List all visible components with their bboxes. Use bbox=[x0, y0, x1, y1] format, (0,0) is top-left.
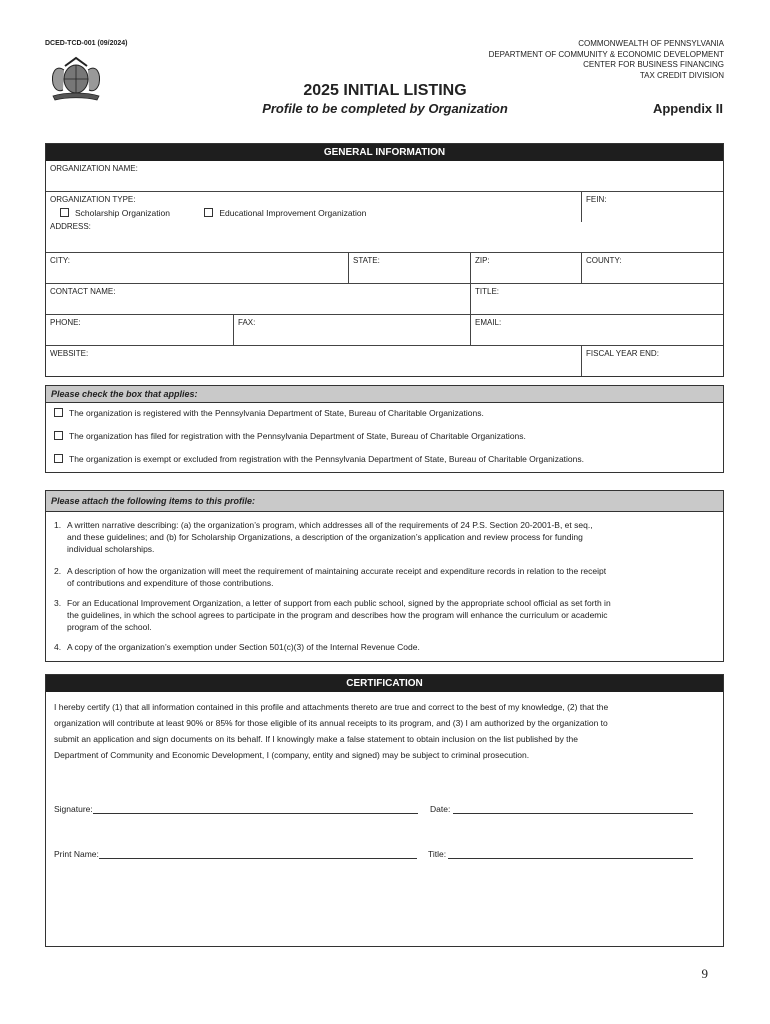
signature-line[interactable] bbox=[93, 803, 418, 814]
title-field[interactable] bbox=[470, 284, 723, 314]
item-line: individual scholarships. bbox=[67, 544, 155, 554]
item-number: 1. bbox=[54, 520, 62, 530]
title-sign-field[interactable] bbox=[428, 848, 693, 859]
registration-option bbox=[54, 431, 526, 441]
page-title: 2025 INITIAL LISTING bbox=[303, 82, 467, 99]
item-number: 3. bbox=[54, 598, 62, 608]
certification-heading: CERTIFICATION bbox=[46, 675, 723, 692]
registered-option-label: The organization is registered with the Pennsylvania Department of State, Bureau of Charitable Organizations. bbox=[69, 408, 484, 418]
item-line: of contributions and expenditure of those contributions. bbox=[67, 578, 274, 588]
item-line: the guidelines, in which the school agrees to participate in the program and describes how the program will enhance the curriculum or academic bbox=[67, 610, 608, 620]
page-number: 9 bbox=[701, 966, 708, 981]
agency-line: DEPARTMENT OF COMMUNITY & ECONOMIC DEVELOPMENT bbox=[488, 49, 724, 59]
fein-label: FEIN: bbox=[586, 195, 607, 204]
attachment-item bbox=[54, 565, 715, 589]
registration-check-heading: Please check the box that applies: bbox=[46, 386, 723, 403]
fiscal-year-end-label: FISCAL YEAR END: bbox=[586, 349, 659, 358]
title-sign-line[interactable] bbox=[448, 848, 693, 859]
county-field[interactable] bbox=[581, 253, 723, 283]
website-field[interactable] bbox=[46, 346, 581, 376]
date-line[interactable] bbox=[453, 803, 693, 814]
contact-row bbox=[46, 283, 723, 314]
agency-line: CENTER FOR BUSINESS FINANCING bbox=[583, 60, 724, 69]
form-id: DCED-TCD-001 (09/2024) bbox=[45, 40, 128, 47]
general-information-section bbox=[45, 143, 724, 377]
filed-checkbox[interactable] bbox=[54, 431, 63, 440]
registration-option bbox=[54, 454, 584, 464]
title-label: TITLE: bbox=[475, 287, 500, 296]
agency-line: COMMONWEALTH OF PENNSYLVANIA bbox=[578, 39, 724, 48]
website-label: WEBSITE: bbox=[50, 349, 89, 358]
city-field[interactable] bbox=[46, 253, 348, 283]
contact-name-label: CONTACT NAME: bbox=[50, 287, 116, 296]
educational-option-label: Educational Improvement Organization bbox=[219, 208, 367, 218]
address-label: ADDRESS: bbox=[50, 222, 91, 231]
item-line: program of the school. bbox=[67, 622, 152, 632]
state-field[interactable] bbox=[348, 253, 470, 283]
registration-check-section bbox=[45, 385, 724, 473]
zip-field[interactable] bbox=[470, 253, 581, 283]
print-name-line[interactable] bbox=[99, 848, 417, 859]
item-line: For an Educational Improvement Organization, a letter of support from each public school, signed by the appropriate school official as set forth in bbox=[67, 598, 611, 608]
scholarship-checkbox[interactable] bbox=[60, 208, 69, 217]
scholarship-option-label: Scholarship Organization bbox=[75, 208, 170, 218]
email-label: EMAIL: bbox=[475, 318, 502, 327]
item-line: and these guidelines; and (b) for Scholarship Organizations, a description of the organization’s application and review process for funding bbox=[67, 532, 583, 542]
fein-field[interactable] bbox=[581, 192, 723, 222]
state-label: STATE: bbox=[353, 256, 380, 265]
email-field[interactable] bbox=[470, 315, 723, 345]
item-line: A written narrative describing: (a) the organization’s program, which addresses all of the requirements of 24 P.S. Section 20-2001-B, et seq., bbox=[67, 520, 593, 530]
org-type-cell bbox=[46, 192, 581, 222]
registration-option bbox=[54, 408, 484, 418]
certification-section bbox=[45, 674, 724, 947]
page-subtitle: Profile to be completed by Organization bbox=[262, 101, 508, 116]
fiscal-year-end-field[interactable] bbox=[581, 346, 723, 376]
attachments-section bbox=[45, 490, 724, 662]
exempt-checkbox[interactable] bbox=[54, 454, 63, 463]
org-type-row bbox=[46, 191, 723, 222]
phone-row bbox=[46, 314, 723, 345]
cert-line: I hereby certify (1) that all information contained in this profile and attachments thereto are true and correct to the best of my knowledge, (2) that the bbox=[54, 702, 609, 712]
city-label: CITY: bbox=[50, 256, 71, 265]
cert-line: Department of Community and Economic Development, I (company, entity and signed) may be subject to criminal prosecution. bbox=[54, 750, 530, 760]
print-name-label: Print Name: bbox=[54, 849, 99, 859]
website-row bbox=[46, 345, 723, 376]
org-name-field[interactable] bbox=[46, 161, 723, 191]
org-name-row bbox=[46, 161, 723, 191]
fax-field[interactable] bbox=[233, 315, 470, 345]
attachment-item bbox=[54, 641, 715, 653]
contact-name-field[interactable] bbox=[46, 284, 470, 314]
agency-line: TAX CREDIT DIVISION bbox=[639, 70, 724, 80]
agency-block bbox=[489, 39, 724, 81]
attachments-heading: Please attach the following items to this profile: bbox=[46, 491, 723, 512]
print-name-field[interactable] bbox=[54, 848, 417, 859]
signature-field[interactable] bbox=[54, 803, 418, 814]
city-row bbox=[46, 252, 723, 283]
title-sign-label: Title: bbox=[428, 849, 447, 859]
date-label: Date: bbox=[430, 804, 451, 814]
org-type-label: ORGANIZATION TYPE: bbox=[50, 195, 136, 204]
attachment-item bbox=[54, 597, 715, 633]
fax-label: FAX: bbox=[238, 318, 256, 327]
item-line: A copy of the organization’s exemption under Section 501(c)(3) of the Internal Revenue Code. bbox=[67, 642, 420, 652]
org-name-label: ORGANIZATION NAME: bbox=[50, 164, 138, 173]
attachment-item bbox=[54, 519, 715, 555]
cert-line: organization will contribute at least 90% or 85% for those eligible of its annual receipts to its program, and (3) I am authorized by the organization to bbox=[54, 718, 608, 728]
phone-label: PHONE: bbox=[50, 318, 81, 327]
exempt-option-label: The organization is exempt or excluded from registration with the Pennsylvania Department of State, Bureau of Charitable Organizations. bbox=[69, 454, 584, 464]
phone-field[interactable] bbox=[46, 315, 233, 345]
certification-statement bbox=[54, 699, 715, 763]
registered-checkbox[interactable] bbox=[54, 408, 63, 417]
date-field[interactable] bbox=[430, 803, 693, 814]
appendix-label: Appendix II bbox=[652, 101, 723, 116]
address-row bbox=[46, 222, 723, 252]
educational-checkbox[interactable] bbox=[204, 208, 213, 217]
item-line: A description of how the organization will meet the requirement of maintaining accurate receipt and expenditure records in relation to the receipt bbox=[67, 566, 607, 576]
filed-option-label: The organization has filed for registration with the Pennsylvania Department of State, Bureau of Charitable Organizations. bbox=[69, 431, 526, 441]
signature-label: Signature: bbox=[54, 804, 93, 814]
cert-line: submit an application and sign documents on its behalf. If I knowingly make a false statement to obtain inclusion on the list published by the bbox=[54, 734, 579, 744]
county-label: COUNTY: bbox=[586, 256, 622, 265]
general-information-heading: GENERAL INFORMATION bbox=[46, 144, 723, 161]
zip-label: ZIP: bbox=[475, 256, 490, 265]
address-field[interactable] bbox=[46, 222, 723, 252]
item-number: 2. bbox=[54, 566, 62, 576]
item-number: 4. bbox=[54, 642, 62, 652]
